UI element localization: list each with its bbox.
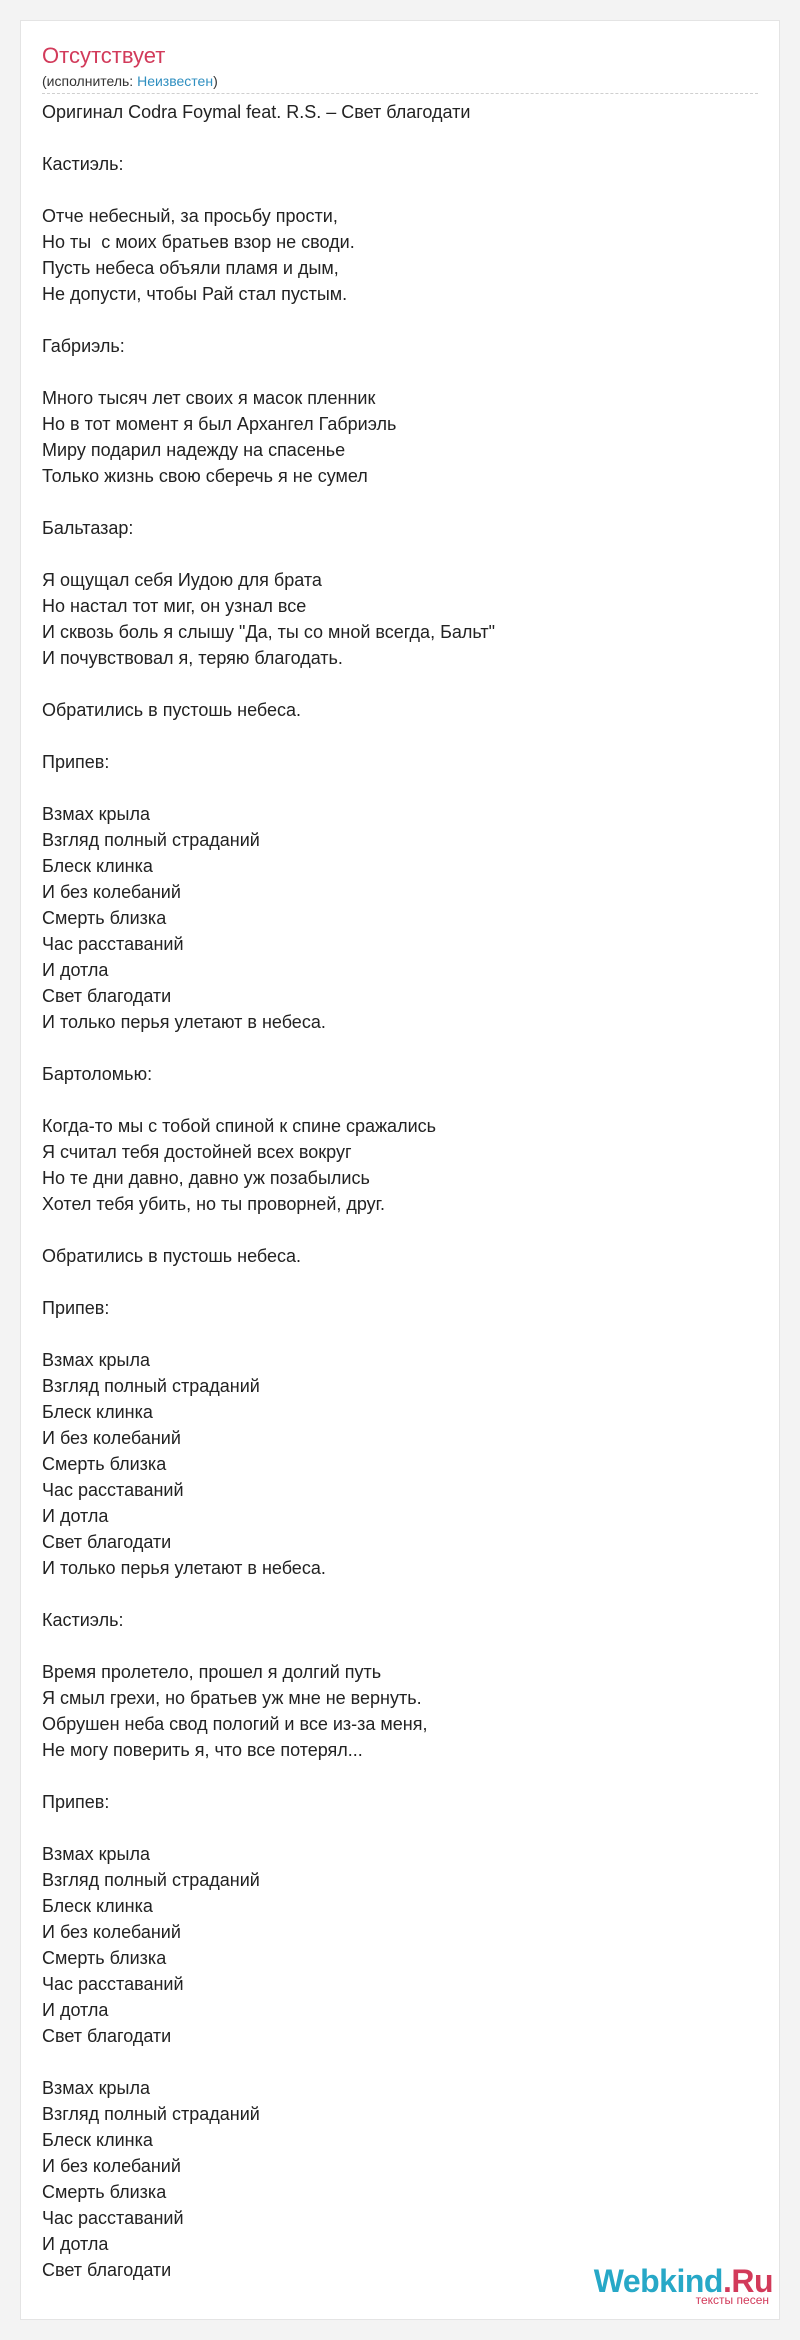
lyrics-line: Не могу поверить я, что все потерял...	[42, 1740, 363, 1760]
lyrics-line: Блеск клинка	[42, 2130, 153, 2150]
lyrics-line: И дотла	[42, 1506, 109, 1526]
lyrics-line: Свет благодати	[42, 986, 172, 1006]
lyrics-line: Взгляд полный страданий	[42, 1870, 260, 1890]
lyrics-line: Взмах крыла	[42, 804, 150, 824]
lyrics-text	[42, 99, 758, 2283]
lyrics-line: Бальтазар:	[42, 518, 134, 538]
lyrics-line: Взмах крыла	[42, 1844, 150, 1864]
artist-suffix: )	[213, 73, 218, 89]
lyrics-line: Свет благодати	[42, 2260, 172, 2280]
lyrics-blank-line	[42, 177, 758, 203]
artist-prefix: (исполнитель:	[42, 73, 138, 89]
lyrics-line: Взгляд полный страданий	[42, 830, 260, 850]
lyrics-line: Припев:	[42, 752, 110, 772]
lyrics-line: Обратились в пустошь небеса.	[42, 700, 302, 720]
lyrics-line: Я смыл грехи, но братьев уж мне не вернуть.	[42, 1688, 422, 1708]
lyrics-line: Только жизнь свою сберечь я не сумел	[42, 466, 368, 486]
lyrics-line: Свет благодати	[42, 1532, 172, 1552]
lyrics-line: Не допусти, чтобы Рай стал пустым.	[42, 284, 348, 304]
lyrics-line: Обрушен неба свод пологий и все из-за меня,	[42, 1714, 428, 1734]
lyrics-line: Бартоломью:	[42, 1064, 153, 1084]
lyrics-line: Смерть близка	[42, 1948, 167, 1968]
lyrics-blank-line	[42, 1581, 758, 1607]
song-card	[20, 20, 780, 2320]
artist-line	[42, 72, 758, 90]
lyrics-line: Смерть близка	[42, 1454, 167, 1474]
lyrics-blank-line	[42, 775, 758, 801]
lyrics-blank-line	[42, 1087, 758, 1113]
lyrics-blank-line	[42, 2049, 758, 2075]
lyrics-line: И без колебаний	[42, 882, 181, 902]
site-logo[interactable]	[594, 2264, 773, 2306]
lyrics-line: Миру подарил надежду на спасенье	[42, 440, 346, 460]
lyrics-blank-line	[42, 489, 758, 515]
lyrics-line: Припев:	[42, 1298, 110, 1318]
lyrics-line: Блеск клинка	[42, 1402, 153, 1422]
lyrics-line: Час расставаний	[42, 2208, 184, 2228]
lyrics-line: Взгляд полный страданий	[42, 2104, 260, 2124]
lyrics-line: Но те дни давно, давно уж позабылись	[42, 1168, 370, 1188]
lyrics-blank-line	[42, 1321, 758, 1347]
lyrics-line: И дотла	[42, 2234, 109, 2254]
song-title: Отсутствует	[42, 43, 166, 68]
lyrics-line: Время пролетело, прошел я долгий путь	[42, 1662, 382, 1682]
lyrics-line: Оригинал Codra Foymal feat. R.S. – Свет благодати	[42, 102, 471, 122]
lyrics-line: Пусть небеса объяли пламя и дым,	[42, 258, 339, 278]
lyrics-line: Отче небесный, за просьбу прости,	[42, 206, 338, 226]
lyrics-line: Но ты с моих братьев взор не своди.	[42, 232, 355, 252]
lyrics-line: И без колебаний	[42, 1922, 181, 1942]
lyrics-line: Но настал тот миг, он узнал все	[42, 596, 307, 616]
lyrics-line: Много тысяч лет своих я масок пленник	[42, 388, 376, 408]
header-divider	[42, 93, 758, 94]
lyrics-blank-line	[42, 723, 758, 749]
logo-tagline: тексты песен	[695, 2293, 769, 2307]
lyrics-line: И сквозь боль я слышу "Да, ты со мной всегда, Бальт"	[42, 622, 495, 642]
lyrics-line: Взгляд полный страданий	[42, 1376, 260, 1396]
artist-link[interactable]: Неизвестен	[137, 73, 214, 89]
lyrics-line: Взмах крыла	[42, 1350, 150, 1370]
lyrics-line: Хотел тебя убить, но ты проворней, друг.	[42, 1194, 386, 1214]
lyrics-line: И дотла	[42, 2000, 109, 2020]
lyrics-line: Но в тот момент я был Архангел Габриэль	[42, 414, 397, 434]
logo-brand: Webkind	[593, 2263, 723, 2299]
lyrics-blank-line	[42, 1815, 758, 1841]
lyrics-blank-line	[42, 125, 758, 151]
lyrics-line: Смерть близка	[42, 908, 167, 928]
lyrics-line: Час расставаний	[42, 1480, 184, 1500]
lyrics-line: Смерть близка	[42, 2182, 167, 2202]
lyrics-blank-line	[42, 307, 758, 333]
lyrics-line: Я ощущал себя Иудою для брата	[42, 570, 322, 590]
lyrics-line: И только перья улетают в небеса.	[42, 1558, 326, 1578]
lyrics-line: И только перья улетают в небеса.	[42, 1012, 326, 1032]
lyrics-blank-line	[42, 1035, 758, 1061]
lyrics-blank-line	[42, 1217, 758, 1243]
lyrics-line: Блеск клинка	[42, 856, 153, 876]
lyrics-line: Кастиэль:	[42, 1610, 124, 1630]
lyrics-blank-line	[42, 1763, 758, 1789]
logo-tld: .Ru	[722, 2263, 773, 2299]
lyrics-line: Припев:	[42, 1792, 110, 1812]
lyrics-line: Обратились в пустошь небеса.	[42, 1246, 302, 1266]
lyrics-line: Кастиэль:	[42, 154, 124, 174]
lyrics-line: Габриэль:	[42, 336, 125, 356]
lyrics-blank-line	[42, 1633, 758, 1659]
lyrics-blank-line	[42, 1269, 758, 1295]
lyrics-blank-line	[42, 541, 758, 567]
lyrics-line: Час расставаний	[42, 934, 184, 954]
lyrics-line: И дотла	[42, 960, 109, 980]
lyrics-line: Час расставаний	[42, 1974, 184, 1994]
lyrics-line: Взмах крыла	[42, 2078, 150, 2098]
lyrics-line: Когда-то мы с тобой спиной к спине сражались	[42, 1116, 437, 1136]
lyrics-line: Блеск клинка	[42, 1896, 153, 1916]
lyrics-line: Я считал тебя достойней всех вокруг	[42, 1142, 352, 1162]
lyrics-line: И без колебаний	[42, 1428, 181, 1448]
lyrics-blank-line	[42, 359, 758, 385]
lyrics-line: Свет благодати	[42, 2026, 172, 2046]
lyrics-line: И без колебаний	[42, 2156, 181, 2176]
lyrics-blank-line	[42, 671, 758, 697]
lyrics-line: И почувствовал я, теряю благодать.	[42, 648, 343, 668]
